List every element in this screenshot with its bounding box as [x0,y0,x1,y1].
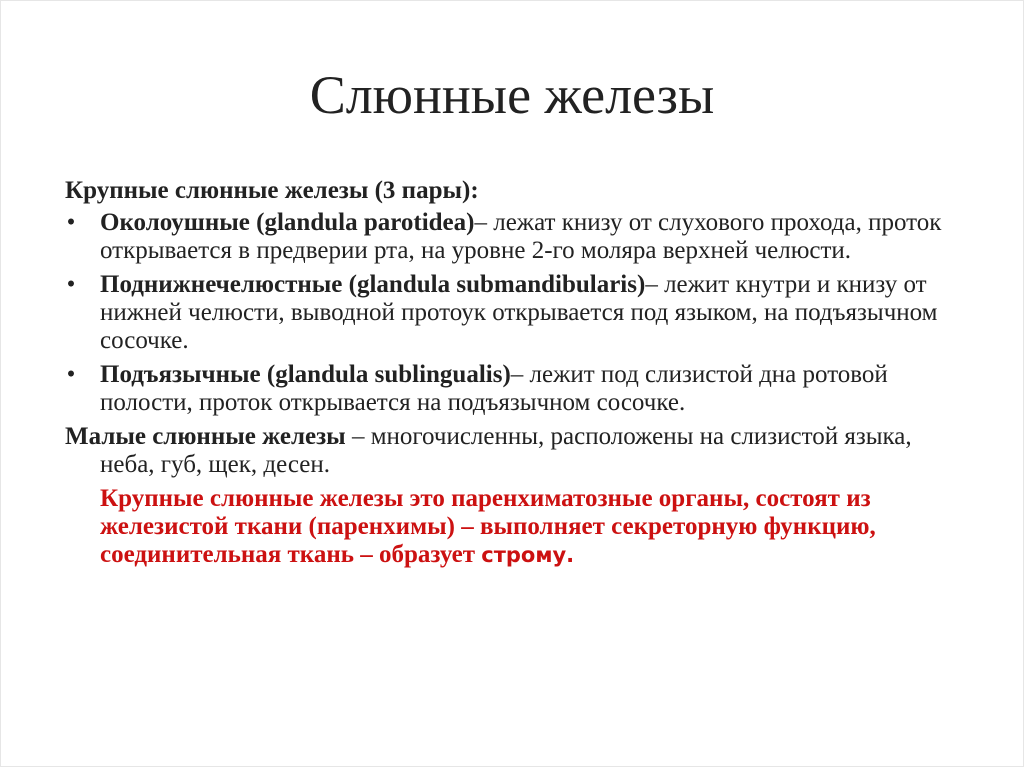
gland-description: – лежит под слизистой дна ротовой полости, проток открывается на подъязычном сосочке. [100,361,888,416]
list-item-sublingual [65,361,965,417]
note-text: Крупные слюнные железы это паренхиматозные органы, состоят из железистой ткани (паренхимы) – выполняет секреторную функцию, соединительная ткань – образует [100,485,876,568]
gland-name: Околоушные (glandula parotidea) [100,209,475,236]
major-glands-heading: Крупные слюнные железы (3 пары): [65,177,479,204]
bullet-icon: • [66,361,76,388]
gland-name: Подъязычные (glandula sublingualis) [100,361,511,388]
minor-glands-name: Малые слюнные железы [65,423,346,450]
highlight-note [100,485,965,569]
bullet-icon: • [66,209,76,236]
gland-name: Поднижнечелюстные (glandula submandibularis) [100,271,646,298]
slide-title: Слюнные железы [309,65,715,125]
bullet-icon: • [66,271,76,298]
slide-content [65,177,965,569]
gland-description: – лежат книзу от слухового прохода, проток открывается в предверии рта, на уровне 2-го моляра верхней челюсти. [100,209,942,264]
gland-description: – лежит кнутри и книзу от нижней челюсти, выводной протоук открывается под языком, на подъязычном сосочке. [100,271,938,354]
list-item-submandibular [65,271,965,355]
note-tail: строму. [481,543,575,567]
major-glands-list [65,209,965,417]
list-item-parotid [65,209,965,265]
minor-glands-description: – многочисленны, расположены на слизистой языка, неба, губ, щек, десен. [100,423,912,478]
minor-glands-paragraph [65,423,965,479]
